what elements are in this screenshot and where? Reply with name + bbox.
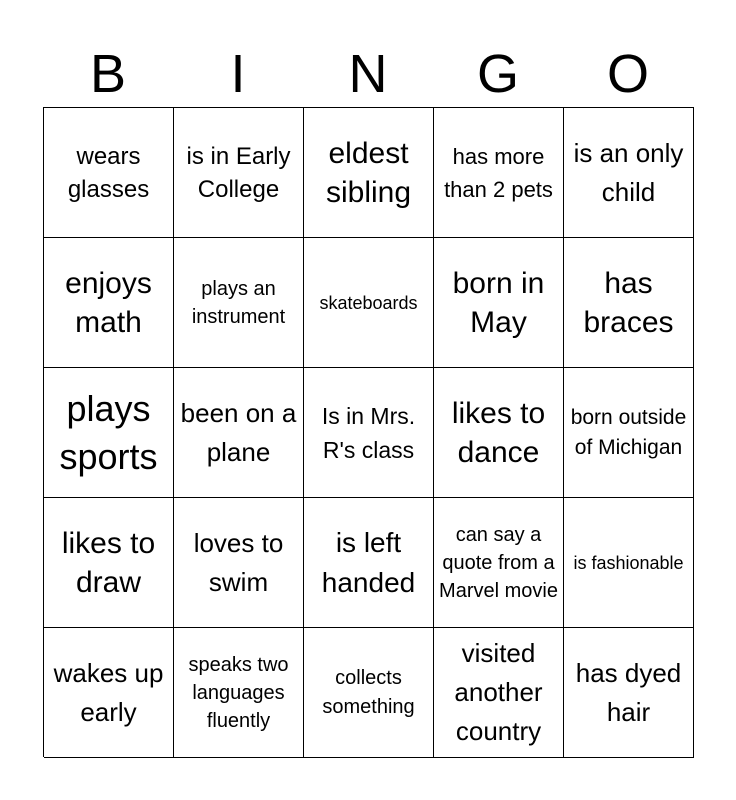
- cell-text: loves to swim: [193, 527, 284, 597]
- header-letter-n: N: [348, 44, 388, 104]
- header-letter-o: O: [606, 44, 649, 104]
- bingo-cell-r4-c2[interactable]: [174, 498, 304, 628]
- cell-text: likes to draw: [61, 526, 156, 599]
- bingo-cell-r4-c3[interactable]: [304, 498, 434, 628]
- cell-text: born outside of Michigan: [570, 405, 687, 459]
- bingo-cell-r2-c2[interactable]: [174, 238, 304, 368]
- cell-text: has braces: [583, 266, 674, 339]
- bingo-cell-r1-c4[interactable]: [434, 108, 564, 238]
- cell-text: Is in Mrs. R's class: [321, 402, 416, 463]
- cell-text: can say a quote from a Marvel movie: [439, 523, 558, 602]
- cell-text: is left handed: [321, 526, 416, 598]
- bingo-cell-r5-c1[interactable]: [44, 628, 174, 758]
- cell-text: likes to dance: [451, 396, 546, 469]
- bingo-cell-r4-c4[interactable]: [434, 498, 564, 628]
- cell-text: is fashionable: [573, 552, 684, 573]
- bingo-cell-r3-c3[interactable]: [304, 368, 434, 498]
- cell-text: speaks two languages fluently: [188, 653, 289, 732]
- bingo-cell-r3-c1[interactable]: [44, 368, 174, 498]
- cell-text: collects something: [322, 666, 415, 718]
- bingo-cell-r5-c2[interactable]: [174, 628, 304, 758]
- bingo-cell-r1-c1[interactable]: [44, 108, 174, 238]
- cell-text: enjoys math: [65, 266, 152, 339]
- cell-text: born in May: [452, 266, 545, 339]
- header-letter-b: B: [89, 44, 127, 104]
- bingo-cell-r2-c5[interactable]: [564, 238, 694, 368]
- bingo-header: [43, 40, 693, 108]
- cell-text: visited another country: [454, 638, 543, 746]
- cell-text: is an only child: [573, 137, 684, 207]
- cell-text: wears glasses: [67, 142, 150, 203]
- cell-text: skateboards: [319, 292, 418, 313]
- bingo-cell-r4-c5[interactable]: [564, 498, 694, 628]
- cell-text: is in Early College: [186, 142, 291, 203]
- bingo-cell-r2-c4[interactable]: [434, 238, 564, 368]
- cell-text: plays an instrument: [191, 277, 286, 328]
- cell-text: has more than 2 pets: [444, 143, 553, 202]
- header-letter-i: I: [230, 44, 246, 104]
- bingo-cell-r2-c3[interactable]: [304, 238, 434, 368]
- bingo-cell-r1-c5[interactable]: [564, 108, 694, 238]
- bingo-cell-r4-c1[interactable]: [44, 498, 174, 628]
- bingo-cell-r5-c5[interactable]: [564, 628, 694, 758]
- bingo-cell-r1-c3[interactable]: [304, 108, 434, 238]
- bingo-cell-r3-c5[interactable]: [564, 368, 694, 498]
- bingo-cell-r5-c3[interactable]: [304, 628, 434, 758]
- bingo-cell-r1-c2[interactable]: [174, 108, 304, 238]
- bingo-cell-r5-c4[interactable]: [434, 628, 564, 758]
- cell-text: has dyed hair: [575, 657, 682, 727]
- bingo-board: [43, 107, 694, 757]
- cell-text: plays sports: [59, 387, 158, 477]
- header-letter-g: G: [476, 44, 519, 104]
- cell-text: eldest sibling: [325, 136, 412, 209]
- bingo-cell-r3-c4[interactable]: [434, 368, 564, 498]
- cell-text: been on a plane: [180, 397, 297, 467]
- bingo-cell-r3-c2[interactable]: [174, 368, 304, 498]
- cell-text: wakes up early: [53, 657, 164, 727]
- bingo-cell-r2-c1[interactable]: [44, 238, 174, 368]
